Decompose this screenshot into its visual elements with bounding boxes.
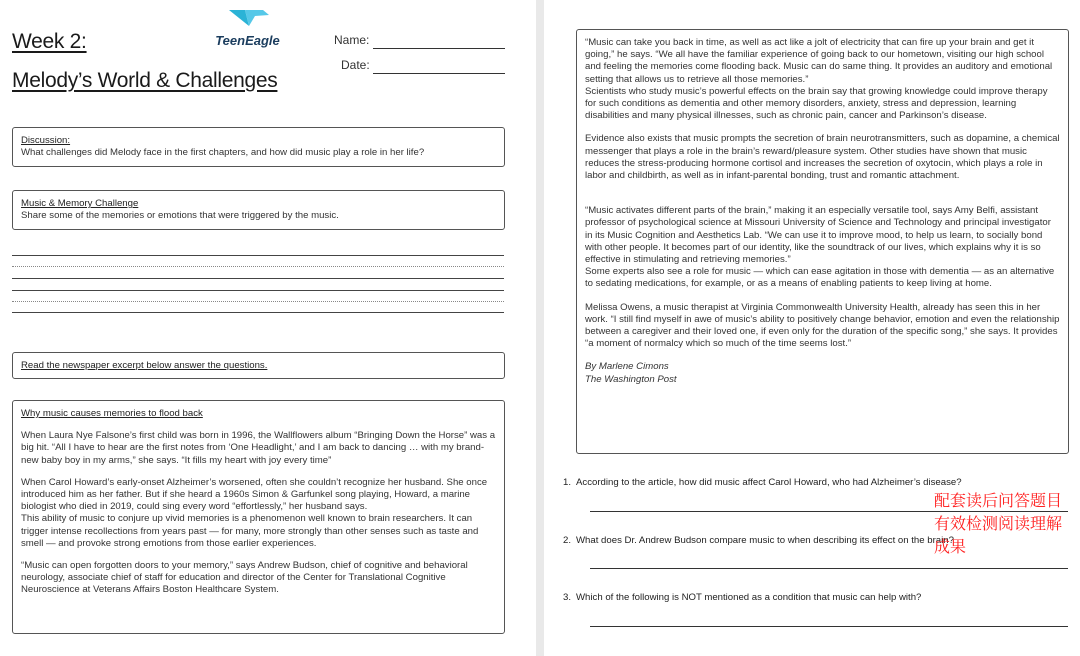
answer-line[interactable] [12,312,504,313]
source: The Washington Post [585,373,677,385]
question-text: According to the article, how did music affect Carol Howard, who had Alzheimer’s disease? [576,477,962,488]
article-paragraph-2: When Carol Howard’s early-onset Alzheimer’s worsened, often she couldn’t recognize her husband. She once introduced him as her father. But if she heard a 1960s Simon & Garfunkel song playing, Howard, a marine biologist who died in 2019, could sing every word “effortlessly,” her husband says. This ability of music to conjure up vivid memories is a phenomenon well known to brain researchers. It can trigger intense recollections from years past — for many, more strongly than other senses such as taste and smell — and provoke strong emotions from those earlier experiences. [21,476,488,549]
article-cont-paragraph-2: Evidence also exists that music prompts the secretion of brain neurotransmitters, such as dopamine, a chemical messenger that plays a role in the brain’s reward/pleasure system. Other studies have shown that music reduces the stress-producing hormone cortisol and increases the secretion of oxytocin, which plays a role in labor and childbirth, as well as in infant-parental bonding, trust and romantic attachment. [585,133,1060,182]
date-label: Date: [341,58,370,72]
date-field[interactable] [373,73,505,74]
answer-line[interactable] [12,255,504,256]
week-title: Week 2: [12,30,87,53]
question-number: 1. [563,477,572,488]
discussion-prompt: What challenges did Melody face in the first chapters, and how did music play a role in her life? [21,147,425,159]
answer-line-2[interactable] [590,568,1068,569]
article-box-left [12,400,505,634]
annotation-line-2: 有效检测阅读理解 [934,516,1063,533]
annotation-line-1: 配套读后问答题目 [934,493,1063,510]
article-heading: Why music causes memories to flood back [21,408,203,419]
worksheet-page-right [544,0,1080,656]
read-instruction: Read the newspaper excerpt below answer the questions. [21,360,268,371]
teeneagle-logo [210,8,285,48]
annotation-line-3: 成果 [934,539,967,556]
byline: By Marlene Cimons [585,361,669,373]
name-field[interactable] [373,48,505,49]
memory-challenge-box [12,190,505,230]
worksheet-page-left [0,0,536,656]
article-cont-paragraph-3: “Music activates different parts of the brain,” making it an especially versatile tool, says Amy Belfi, assistant professor of psychological science at Missouri University of Science and Technology and principal investigator in its Music Cognition and Aesthetics Lab. “We can use it to improve mood, to help us learn, to socially bond with other people. It becomes part of our identity, like the soundtrack of our lives, which explains why it is so effective in stimulating and retrieving memories.” Some experts also see a role for music — which can ease agitation in those with dementia — as an alternative to sedating medications, for example, or as a means of enabling patients to keep living at home. [585,205,1055,290]
guide-line [12,266,504,267]
read-instruction-box [12,352,505,379]
article-cont-paragraph-4: Melissa Owens, a music therapist at Virginia Commonwealth University Health, already has seen this in her work. “I still find myself in awe of music’s ability to positively change behavior, emotion and even the relationship between a caregiver and their loved one, if even only for the duration of the specific song,” she says. It provides “a moment of normalcy which so much of the time seems lost.” [585,301,1060,350]
logo-text: TeenEagle [215,33,280,48]
answer-line-3[interactable] [590,626,1068,627]
question-1 [563,477,962,488]
question-3 [563,592,922,603]
question-text: Which of the following is NOT mentioned as a condition that music can help with? [576,592,922,603]
discussion-heading: Discussion: [21,135,71,146]
question-text: What does Dr. Andrew Budson compare music to when describing its effect on the brain? [576,535,954,546]
discussion-box [12,127,505,167]
question-number: 2. [563,535,572,546]
question-number: 3. [563,592,572,603]
answer-line[interactable] [12,278,504,279]
article-paragraph-3: “Music can open forgotten doors to your memory,” says Andrew Budson, chief of cognitive and behavioral neurology, associate chief of staff for education and director of the Center for Translational Cognitive Neuroscience at Veterans Affairs Boston Healthcare System. [21,560,468,596]
memory-challenge-heading: Music & Memory Challenge [21,198,139,209]
article-cont-paragraph-1: “Music can take you back in time, as well as act like a jolt of electricity that can fire up your brain and get it going,” he says. “We all have the familiar experience of going back to our hometown, visiting our high school and feeling the memories come flooding back. Music can do same thing. It provides an auditory and emotional setting that allows us to retrieve all those memories.” Scientists who study music’s powerful effects on the brain say that growing knowledge could improve therapy for such conditions as dementia and other memory disorders, anxiety, stress and depression, learning disabilities and many physical illnesses, such as chronic pain, cancer and Parkinson’s disease. [585,37,1053,122]
eagle-icon [225,8,271,28]
question-2 [563,535,954,546]
guide-line [12,301,504,302]
article-paragraph-1: When Laura Nye Falsone’s first child was born in 1996, the Wallflowers album “Bringing Down the Horse” was a big hit. “All I have to hear are the first notes from ‘One Headlight,’ and I am back to dancing … with my brand-new baby boy in my arms,” she says. “It fills my heart with joy every time” [21,430,496,466]
name-label: Name: [334,33,370,47]
lesson-title: Melody’s World & Challenges [12,69,278,92]
answer-line[interactable] [12,290,504,291]
memory-challenge-prompt: Share some of the memories or emotions that were triggered by the music. [21,210,339,222]
article-box-right [576,29,1069,454]
